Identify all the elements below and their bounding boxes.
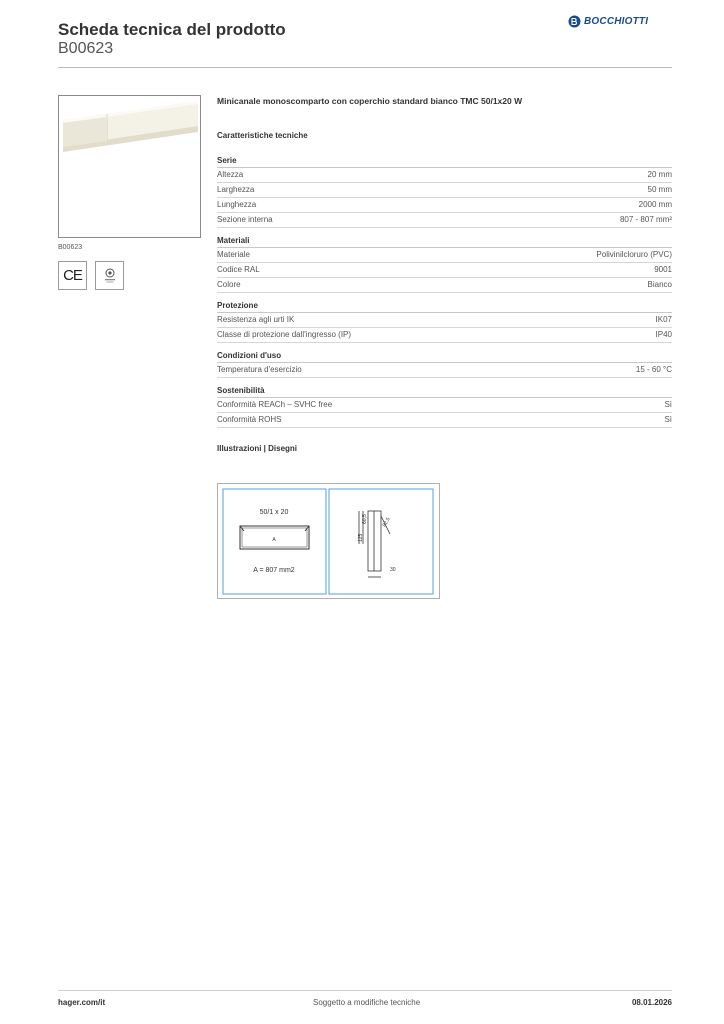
spec-row (217, 168, 672, 183)
spec-row (217, 328, 672, 343)
spec-section-condizioni (217, 350, 672, 378)
dimension-diagonal: 82,5 (381, 516, 392, 528)
area-letter: A (272, 537, 276, 543)
spec-section-protezione (217, 300, 672, 343)
spec-row (217, 413, 672, 428)
spec-value: Sì (664, 415, 672, 424)
illustrations-title: Illustrazioni | Disegni (217, 444, 298, 453)
product-photo (58, 95, 201, 238)
certification-seal-icon (99, 265, 121, 287)
photo-caption: B00623 (58, 244, 83, 251)
spec-value: 807 - 807 mm² (619, 215, 672, 224)
spec-label: Resistenza agli urti IK (217, 315, 295, 324)
spec-label: Conformità ROHS (217, 415, 282, 424)
bocchiotti-logo-icon (568, 15, 581, 28)
ce-mark-label: CE (63, 267, 82, 284)
spec-label: Larghezza (217, 185, 255, 194)
section-dimension-label: 50/1 x 20 (259, 509, 289, 516)
spec-label: Temperatura d'esercizio (217, 365, 302, 374)
header-divider (58, 67, 672, 68)
spec-value: 15 - 60 °C (635, 365, 672, 374)
section-title: Condizioni d'uso (217, 350, 672, 363)
spec-value: 20 mm (647, 170, 672, 179)
spec-label: Lunghezza (217, 200, 257, 209)
spec-label: Conformità REACh – SVHC free (217, 400, 333, 409)
spec-label: Classe di protezione dall'ingresso (IP) (217, 330, 352, 339)
product-code: B00623 (58, 40, 114, 57)
spec-section-materiali (217, 235, 672, 293)
page-title: Scheda tecnica del prodotto (58, 20, 286, 39)
certification-mark (95, 261, 124, 290)
dimension-h1: 125 (358, 533, 364, 542)
spec-label: Codice RAL (217, 265, 260, 274)
footer-website[interactable]: hager.com/it (58, 998, 106, 1007)
spec-row (217, 263, 672, 278)
spec-row (217, 278, 672, 293)
section-title: Protezione (217, 300, 672, 313)
product-title: Minicanale monoscomparto con coperchio standard bianco TMC 50/1x20 W (217, 96, 523, 106)
dimension-h2: 60,5 (362, 514, 368, 524)
section-title: Sostenibilità (217, 385, 672, 398)
area-label: A = 807 mm2 (253, 567, 295, 574)
footer-note: Soggetto a modifiche tecniche (313, 998, 421, 1007)
spec-row (217, 248, 672, 263)
spec-value: 9001 (654, 265, 672, 274)
dimension-width: 30 (390, 567, 396, 573)
spec-row (217, 313, 672, 328)
section-title: Serie (217, 155, 672, 168)
spec-value: IP40 (655, 330, 672, 339)
brand-name: BOCCHIOTTI (584, 16, 649, 27)
characteristics-title: Caratteristiche tecniche (217, 131, 308, 140)
spec-value: Sì (664, 400, 672, 409)
spec-section-sostenibilita (217, 385, 672, 428)
ce-mark (58, 261, 87, 290)
footer-divider (58, 990, 672, 991)
spec-label: Colore (217, 280, 241, 289)
spec-content (217, 96, 672, 453)
spec-row (217, 198, 672, 213)
spec-row (217, 213, 672, 228)
spec-label: Altezza (217, 170, 244, 179)
brand-logo (568, 15, 648, 28)
spec-row (217, 363, 672, 378)
spec-label: Sezione interna (217, 215, 273, 224)
technical-drawing (217, 483, 440, 599)
spec-value: IK07 (655, 315, 672, 324)
section-title: Materiali (217, 235, 672, 248)
spec-row (217, 183, 672, 198)
spec-value: 2000 mm (638, 200, 672, 209)
spec-value: Polivinilcloruro (PVC) (596, 250, 672, 259)
spec-section-serie (217, 155, 672, 228)
footer-date: 08.01.2026 (631, 998, 672, 1007)
spec-label: Materiale (217, 250, 250, 259)
spec-value: 50 mm (647, 185, 672, 194)
spec-value: Bianco (647, 280, 672, 289)
spec-row (217, 398, 672, 413)
